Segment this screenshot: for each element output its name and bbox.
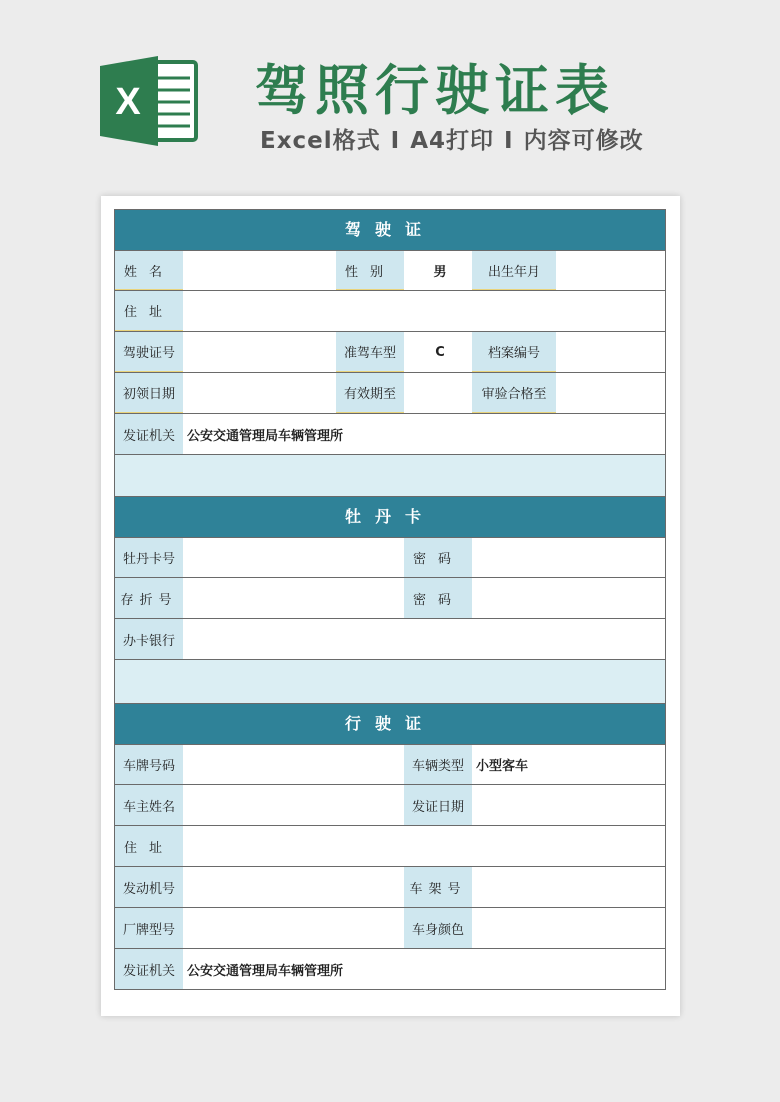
file-number-field[interactable] (556, 332, 665, 372)
body-color-field[interactable] (472, 908, 665, 948)
card-password-field[interactable] (472, 538, 665, 577)
passbook-number-field[interactable] (183, 578, 404, 618)
section-spacer (114, 660, 666, 703)
vehicle-class-label: 准驾车型 (336, 332, 404, 372)
subtitle-editable: 内容可修改 (523, 128, 644, 154)
document-page (101, 196, 680, 1016)
valid-until-field[interactable] (404, 373, 472, 413)
owner-name-field[interactable] (183, 785, 404, 825)
frame-number-field[interactable] (472, 867, 665, 907)
card-number-field[interactable] (183, 538, 404, 577)
page-title: 驾照行驶证表 (255, 59, 615, 122)
issue-date-field[interactable] (472, 785, 665, 825)
form-row (114, 908, 666, 949)
issuing-authority-label: 发证机关 (115, 414, 183, 454)
body-color-label: 车身颜色 (404, 908, 472, 948)
section-header-peony-card: 牡丹卡 (114, 496, 666, 537)
form-row (114, 291, 666, 332)
subtitle-print: A4打印 (410, 128, 495, 154)
card-password-label: 密码 (404, 538, 472, 577)
issuing-bank-field[interactable] (183, 619, 665, 659)
form-row (114, 949, 666, 990)
form-row (114, 332, 666, 373)
owner-name-label: 车主姓名 (115, 785, 183, 825)
first-issue-date-field[interactable] (183, 373, 336, 413)
form-row (114, 619, 666, 660)
section-header-vehicle-license: 行驶证 (114, 703, 666, 744)
file-number-label: 档案编号 (472, 332, 556, 372)
passbook-password-label: 密码 (404, 578, 472, 618)
owner-address-label: 住址 (115, 826, 183, 866)
form-row (114, 744, 666, 785)
svg-text:X: X (115, 81, 141, 123)
vehicle-issuing-authority-field[interactable]: 公安交通管理局车辆管理所 (183, 949, 665, 989)
plate-number-field[interactable] (183, 745, 404, 784)
birth-label: 出生年月 (472, 251, 556, 290)
form-row (114, 826, 666, 867)
page-subtitle (260, 122, 644, 155)
license-number-label: 驾驶证号 (115, 332, 183, 372)
subtitle-separator: I (390, 128, 401, 154)
address-field[interactable] (183, 291, 665, 331)
brand-model-label: 厂牌型号 (115, 908, 183, 948)
engine-number-label: 发动机号 (115, 867, 183, 907)
brand-model-field[interactable] (183, 908, 404, 948)
subtitle-format: Excel格式 (260, 128, 381, 154)
form-row (114, 414, 666, 455)
issuing-authority-field[interactable]: 公安交通管理局车辆管理所 (183, 414, 665, 454)
record-form (114, 209, 666, 990)
first-issue-date-label: 初领日期 (115, 373, 183, 413)
name-field[interactable] (183, 251, 336, 290)
excel-icon (100, 56, 200, 146)
frame-number-label: 车架号 (404, 867, 472, 907)
vehicle-type-field[interactable]: 小型客车 (472, 745, 665, 784)
passbook-password-field[interactable] (472, 578, 665, 618)
subtitle-separator: I (504, 128, 514, 154)
vehicle-class-field[interactable]: C (404, 332, 472, 372)
license-number-field[interactable] (183, 332, 336, 372)
header-banner (0, 0, 780, 180)
section-header-license: 驾驶证 (114, 209, 666, 250)
inspection-until-label: 审验合格至 (472, 373, 556, 413)
form-row (114, 785, 666, 826)
card-number-label: 牡丹卡号 (115, 538, 183, 577)
form-row (114, 537, 666, 578)
form-row (114, 250, 666, 291)
form-row (114, 578, 666, 619)
birth-field[interactable] (556, 251, 665, 290)
passbook-number-label: 存折号 (115, 578, 183, 618)
vehicle-type-label: 车辆类型 (404, 745, 472, 784)
section-spacer (114, 455, 666, 496)
gender-field[interactable]: 男 (404, 251, 472, 290)
form-row (114, 373, 666, 414)
vehicle-issuing-authority-label: 发证机关 (115, 949, 183, 989)
engine-number-field[interactable] (183, 867, 404, 907)
address-label: 住址 (115, 291, 183, 331)
inspection-until-field[interactable] (556, 373, 665, 413)
name-label: 姓名 (115, 251, 183, 290)
form-row (114, 867, 666, 908)
issuing-bank-label: 办卡银行 (115, 619, 183, 659)
plate-number-label: 车牌号码 (115, 745, 183, 784)
gender-label: 性别 (336, 251, 404, 290)
owner-address-field[interactable] (183, 826, 665, 866)
valid-until-label: 有效期至 (336, 373, 404, 413)
issue-date-label: 发证日期 (404, 785, 472, 825)
